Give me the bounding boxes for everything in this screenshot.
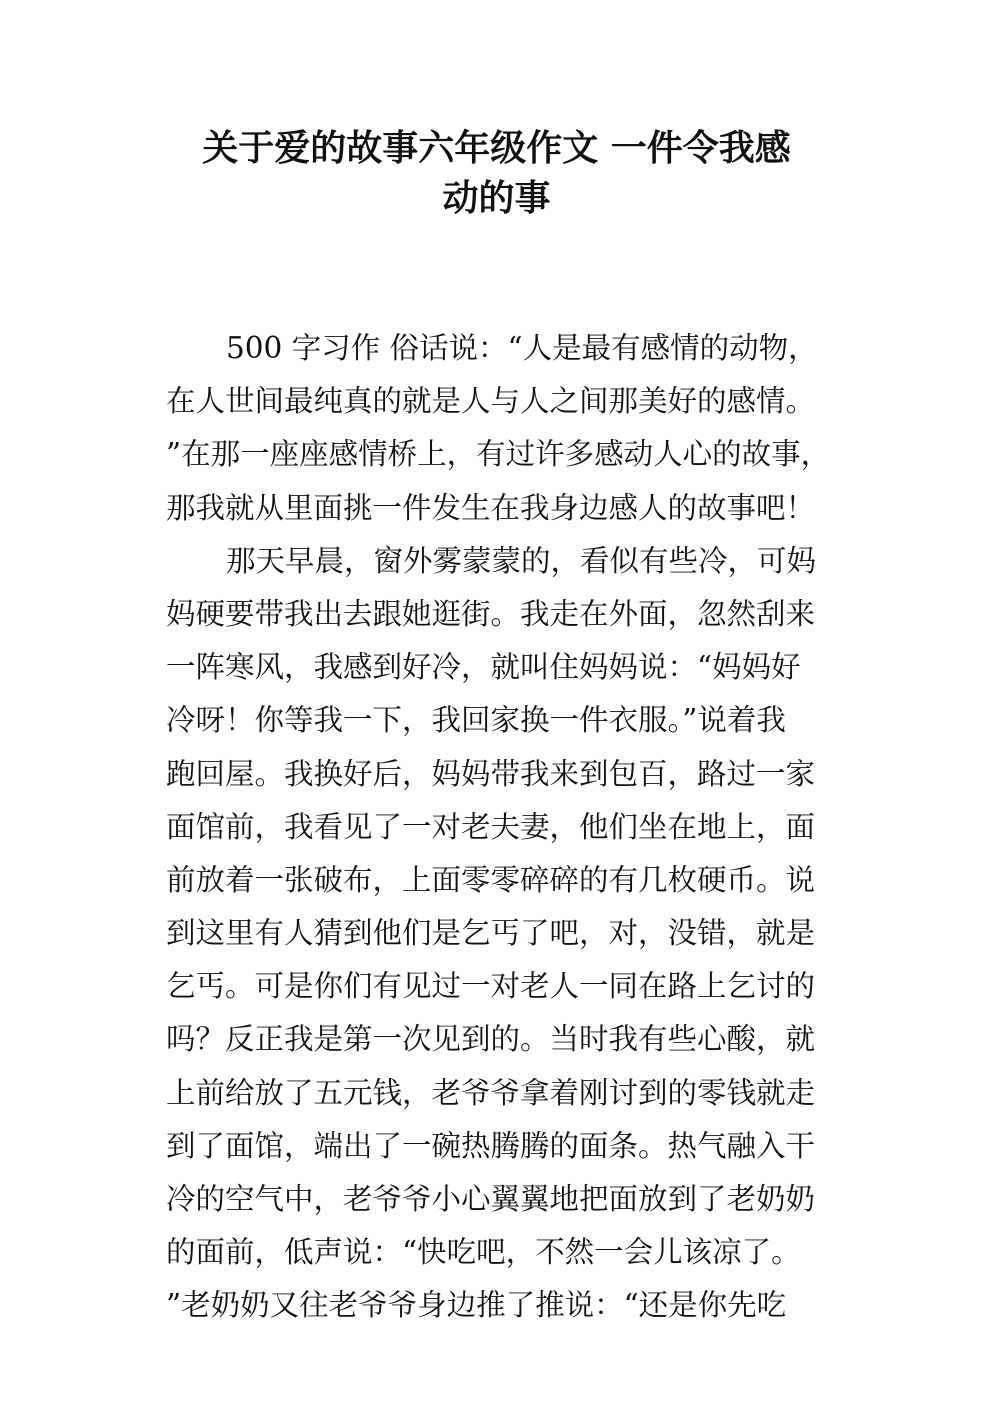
text-line: 上前给放了五元钱，老爷爷拿着刚讨到的零钱就走 xyxy=(166,1075,816,1110)
paragraph xyxy=(166,322,836,535)
document-body xyxy=(166,322,836,1333)
text-line: 那天早晨，窗外雾蒙蒙的，看似有些冷，可妈 xyxy=(226,543,817,578)
text-line: 面馆前，我看见了一对老夫妻，他们坐在地上，面 xyxy=(166,809,816,844)
title-line: 动的事 xyxy=(442,178,551,219)
text-line: 冷呀！你等我一下，我回家换一件衣服。”说着我 xyxy=(166,703,786,738)
text-line: 在人世间最纯真的就是人与人之间那美好的感情。 xyxy=(166,384,816,419)
text-line: ”在那一座座感情桥上，有过许多感动人心的故事， xyxy=(166,437,831,472)
text-line: 到了面馆，端出了一碗热腾腾的面条。热气融入干 xyxy=(166,1128,816,1163)
title-line: 关于爱的故事六年级作文 一件令我感 xyxy=(202,128,791,169)
text-line: 前放着一张破布，上面零零碎碎的有几枚硬币。说 xyxy=(166,862,816,897)
paragraph xyxy=(166,535,836,1333)
text-line: 500 字习作 俗话说：“人是最有感情的动物， xyxy=(226,331,818,365)
document-title xyxy=(0,124,993,224)
text-line: 一阵寒风，我感到好冷，就叫住妈妈说：“妈妈好 xyxy=(166,650,801,685)
text-line: 冷的空气中，老爷爷小心翼翼地把面放到了老奶奶 xyxy=(166,1182,816,1216)
text-line: 妈硬要带我出去跟她逛街。我走在外面，忽然刮来 xyxy=(166,596,816,631)
text-line: 那我就从里面挑一件发生在我身边感人的故事吧！ xyxy=(166,490,816,525)
text-line: 跑回屋。我换好后，妈妈带我来到包百，路过一家 xyxy=(166,756,816,791)
text-line: 吗？反正我是第一次见到的。当时我有些心酸，就 xyxy=(166,1022,816,1057)
text-line: ”老奶奶又往老爷爷身边推了推说：“还是你先吃 xyxy=(166,1288,787,1323)
text-line: 到这里有人猜到他们是乞丐了吧，对，没错，就是 xyxy=(166,916,816,951)
text-line: 乞丐。可是你们有见过一对老人一同在路上乞讨的 xyxy=(166,969,816,1004)
text-line: 的面前，低声说：“快吃吧，不然一会儿该凉了。 xyxy=(166,1235,801,1270)
